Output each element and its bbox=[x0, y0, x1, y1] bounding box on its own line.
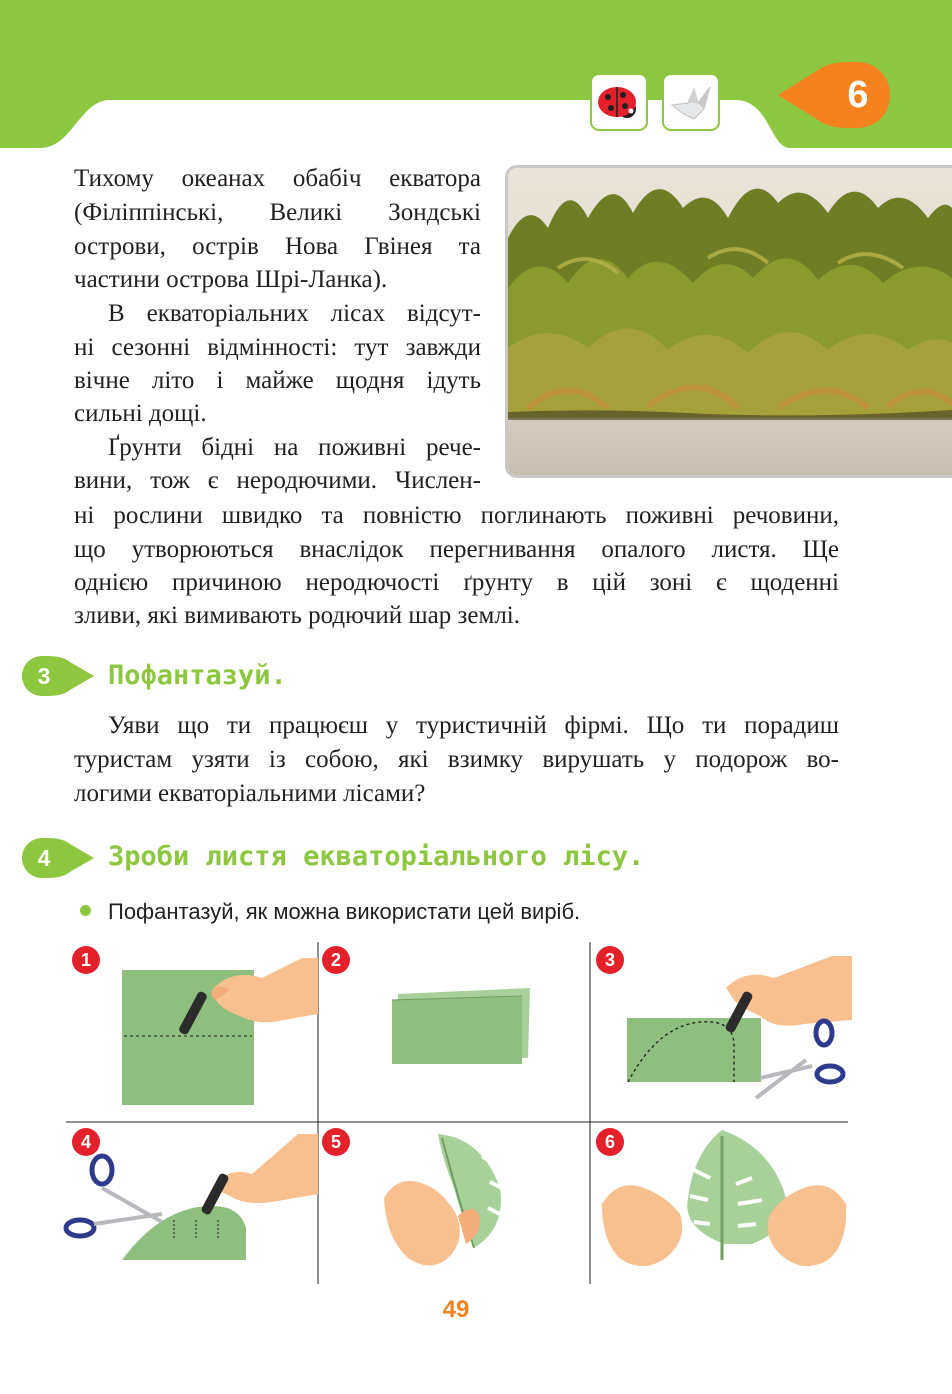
exercise-4-title: Зроби листя екваторіального лісу. bbox=[108, 841, 645, 872]
text-line: зливи, які вимивають родючий шар землі. bbox=[74, 602, 520, 629]
text-line: що утворюються внаслідок перегнивання опалого листя. Ще bbox=[74, 536, 839, 563]
ladybug-icon bbox=[590, 73, 648, 131]
text-line: ні рослини швидко та повністю поглинають поживні речовини, bbox=[74, 502, 839, 529]
step-5-number: 5 bbox=[322, 1128, 350, 1156]
origami-bird-icon bbox=[662, 73, 720, 131]
text-line: острови, острів Нова Гвінея та bbox=[74, 233, 481, 260]
page-number: 49 bbox=[442, 1296, 470, 1323]
step-4-number: 4 bbox=[72, 1128, 100, 1156]
exercise-3-title: Пофантазуй. bbox=[108, 660, 287, 691]
step-1-illustration bbox=[122, 958, 318, 1105]
text-line: вічне літо і майже щодня ідуть bbox=[74, 367, 481, 394]
step-2-number: 2 bbox=[322, 946, 350, 974]
text-line: В екваторіальних лісах відсут- bbox=[108, 300, 481, 327]
craft-steps-grid bbox=[62, 938, 852, 1288]
step-4-illustration bbox=[66, 1134, 318, 1260]
text-line: ні сезонні відмінності: тут завжди bbox=[74, 334, 481, 361]
step-3-illustration bbox=[627, 956, 852, 1098]
text-line: однією причиною неродючості ґрунту в цій зоні є щоденні bbox=[74, 569, 839, 596]
text-line: (Філіппінські, Великі Зондські bbox=[74, 199, 481, 226]
exercise-3-number: 3 bbox=[37, 663, 51, 689]
text-line: Ґрунти бідні на поживні рече- bbox=[108, 434, 481, 461]
text-line: туристам узяти із собою, які взимку вирушать у подорож во- bbox=[74, 746, 839, 773]
step-3-number: 3 bbox=[596, 946, 624, 974]
exercise-4-bullet: Пофантазуй, як можна використати цей виріб. bbox=[108, 899, 581, 924]
step-1-number: 1 bbox=[72, 946, 100, 974]
text-line: Уяви що ти працюєш у туристичній фірмі. Що ти порадиш bbox=[108, 712, 839, 739]
step-6-illustration bbox=[602, 1130, 846, 1266]
text-line: Тихому океанах обабіч екватора bbox=[74, 165, 481, 192]
text-line: вини, тож є неродючими. Числен- bbox=[74, 467, 481, 494]
step-2-illustration bbox=[392, 988, 530, 1064]
step-6-number: 6 bbox=[596, 1128, 624, 1156]
rainforest-photo bbox=[505, 165, 952, 478]
bullet-icon bbox=[80, 905, 91, 916]
exercise-4-number: 4 bbox=[37, 845, 51, 871]
text-line: логими екваторіальними лісами? bbox=[74, 780, 426, 807]
text-line: сильні дощі. bbox=[74, 400, 207, 427]
text-line: частини острова Шрі-Ланка). bbox=[74, 266, 388, 293]
step-5-illustration bbox=[384, 1134, 502, 1266]
chapter-number: 6 bbox=[847, 74, 869, 116]
